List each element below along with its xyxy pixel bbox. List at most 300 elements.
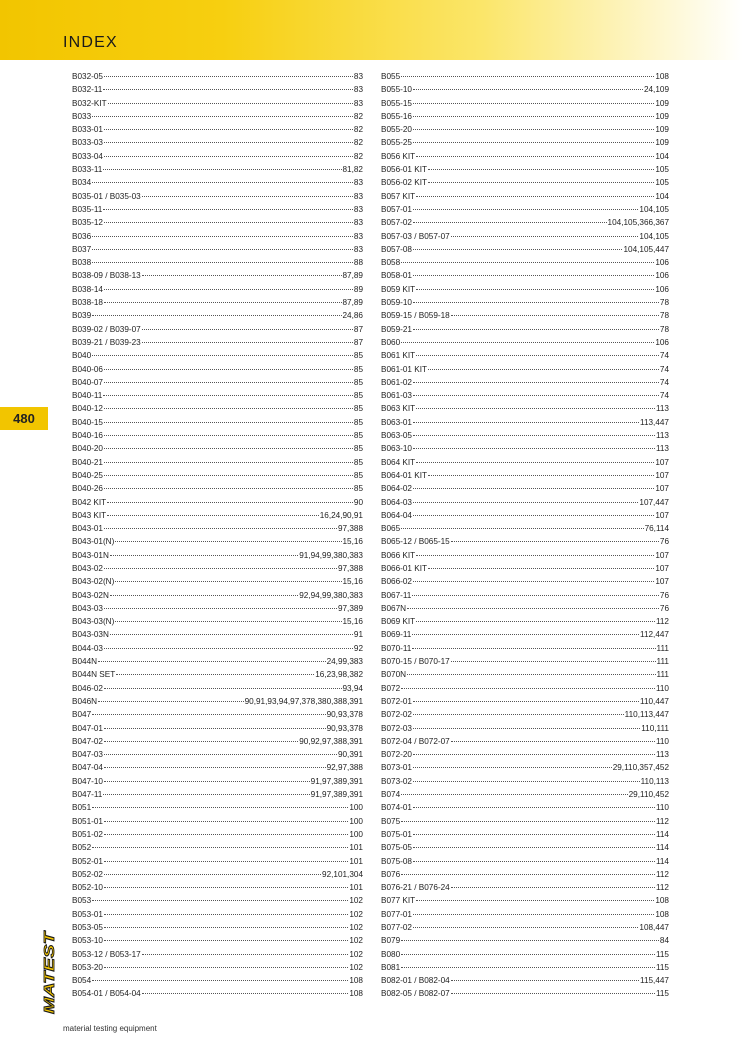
index-entry-code: B064-01 KIT — [381, 470, 427, 480]
index-entry-pages: 90,93,378 — [326, 723, 363, 733]
index-entry-code: B072-01 — [381, 696, 412, 706]
index-entry-code: B072 — [381, 683, 401, 693]
index-entry-pages: 87 — [353, 337, 363, 347]
index-entry-code: B053 — [72, 896, 92, 906]
index-entry — [72, 163, 363, 176]
index-entry — [72, 469, 363, 482]
index-entry-code: B057-02 — [381, 218, 412, 228]
dot-leader — [110, 554, 298, 556]
index-entry-code: B047 — [72, 710, 92, 720]
index-entry — [72, 323, 363, 336]
index-entry — [72, 389, 363, 402]
index-entry-pages: 101 — [349, 883, 363, 893]
index-entry-code: B067N — [381, 603, 407, 613]
index-entry-pages: 15,16 — [342, 577, 363, 587]
dot-leader — [401, 966, 655, 968]
index-entry — [381, 735, 669, 748]
index-entry-code: B043-03N — [72, 630, 109, 640]
index-entry — [381, 841, 669, 854]
index-entry-pages: 93,94 — [342, 683, 363, 693]
index-entry-pages: 102 — [349, 909, 363, 919]
index-entry — [381, 416, 669, 429]
index-entry — [381, 828, 669, 841]
dot-leader — [451, 660, 656, 662]
index-entry-pages: 16,24,90,91 — [319, 510, 363, 520]
index-entry — [381, 97, 669, 110]
index-entry-pages: 91,97,389,391 — [310, 790, 363, 800]
dot-leader — [401, 873, 655, 875]
index-entry-pages: 92,97,388 — [326, 763, 363, 773]
index-entry — [72, 442, 363, 455]
dot-leader — [104, 461, 353, 463]
index-entry-pages: 106 — [655, 337, 669, 347]
index-entry-pages: 91 — [353, 630, 363, 640]
index-entry-pages: 107,447 — [639, 497, 669, 507]
dot-leader — [412, 647, 655, 649]
index-entry — [72, 589, 363, 602]
index-entry-code: B075-08 — [381, 856, 412, 866]
index-entry-code: B047-04 — [72, 763, 103, 773]
index-entry — [72, 496, 363, 509]
index-entry — [381, 323, 669, 336]
index-entry — [381, 695, 669, 708]
dot-leader — [104, 301, 342, 303]
index-entry-pages: 87,89 — [342, 271, 363, 281]
index-entry-pages: 85 — [353, 417, 363, 427]
index-entry — [381, 575, 669, 588]
dot-leader — [104, 687, 342, 689]
index-entry-code: B055 — [381, 72, 401, 81]
index-entry-code: B043-01 — [72, 524, 103, 534]
index-entry — [72, 416, 363, 429]
index-entry — [381, 602, 669, 615]
index-entry-code: B043-01(N) — [72, 537, 115, 547]
index-entry — [381, 429, 669, 442]
index-entry-pages: 113 — [655, 444, 669, 454]
index-entry-pages: 108,447 — [639, 923, 669, 932]
index-entry — [72, 402, 363, 415]
index-entry-code: B039-21 / B039-23 — [72, 337, 141, 347]
dot-leader — [401, 75, 654, 77]
index-entry-pages: 102 — [349, 949, 363, 959]
index-column-left — [72, 70, 363, 1001]
index-entry — [381, 589, 669, 602]
index-entry-code: B056 KIT — [381, 151, 416, 161]
index-entry-pages: 110 — [655, 736, 669, 746]
index-entry-pages: 100 — [349, 816, 363, 826]
index-entry-code: B047-10 — [72, 776, 103, 786]
index-entry — [72, 908, 363, 921]
dot-leader — [104, 607, 337, 609]
index-entry — [381, 469, 669, 482]
index-entry — [381, 881, 669, 894]
index-entry — [381, 775, 669, 788]
dot-leader — [416, 195, 654, 197]
index-entry — [72, 855, 363, 868]
index-entry-pages: 85 — [353, 470, 363, 480]
index-entry — [72, 775, 363, 788]
index-entry — [72, 549, 363, 562]
index-entry-code: B040 — [72, 351, 92, 361]
dot-leader — [92, 979, 348, 981]
index-entry — [381, 402, 669, 415]
index-entry-pages: 92,101,304 — [322, 869, 363, 879]
index-entry-code: B047-11 — [72, 790, 103, 800]
index-entry-code: B059-10 — [381, 298, 412, 308]
dot-leader — [416, 407, 655, 409]
dot-leader — [413, 913, 654, 915]
index-entry-code: B063-05 — [381, 431, 412, 441]
index-entry-pages: 85 — [353, 484, 363, 494]
dot-leader — [416, 354, 659, 356]
index-entry-pages: 74 — [659, 377, 669, 387]
dot-leader — [413, 115, 654, 117]
index-entry-code: B056-01 KIT — [381, 165, 427, 175]
index-entry — [72, 363, 363, 376]
dot-leader — [428, 567, 654, 569]
index-entry-pages: 112 — [655, 869, 669, 879]
index-entry — [381, 801, 669, 814]
index-entry-pages: 83 — [353, 218, 363, 228]
index-entry — [381, 668, 669, 681]
index-entry — [72, 815, 363, 828]
index-entry — [72, 456, 363, 469]
index-entry — [72, 309, 363, 322]
index-entry — [72, 482, 363, 495]
index-entry-pages: 108 — [655, 909, 669, 919]
index-entry-pages: 85 — [353, 404, 363, 414]
index-entry-pages: 85 — [353, 351, 363, 361]
index-entry-pages: 112,447 — [640, 630, 669, 640]
dot-leader — [413, 700, 639, 702]
index-entry — [72, 961, 363, 974]
index-entry — [381, 655, 669, 668]
dot-leader — [413, 501, 638, 503]
dot-leader — [104, 647, 353, 649]
index-entry-pages: 101 — [349, 843, 363, 853]
index-entry — [72, 575, 363, 588]
index-entry-code: B032-11 — [72, 85, 103, 95]
dot-leader — [92, 181, 353, 183]
index-entry-pages: 83 — [353, 231, 363, 241]
dot-leader — [413, 766, 612, 768]
index-entry-code: B061 KIT — [381, 351, 416, 361]
index-entry-code: B057 KIT — [381, 191, 416, 201]
index-entry — [381, 961, 669, 974]
index-entry — [72, 349, 363, 362]
index-entry-code: B074 — [381, 790, 401, 800]
index-entry-pages: 15,16 — [342, 537, 363, 547]
dot-leader — [110, 633, 353, 635]
index-entry-pages: 115 — [655, 949, 669, 959]
index-entry-pages: 90,391 — [337, 750, 363, 760]
index-entry-pages: 83 — [353, 204, 363, 214]
dot-leader — [92, 115, 353, 117]
index-entry-code: B075-05 — [381, 843, 412, 853]
index-entry-pages: 115,447 — [640, 976, 669, 986]
dot-leader — [103, 208, 353, 210]
index-entry-pages: 81,82 — [342, 165, 363, 175]
index-entry-code: B052-10 — [72, 883, 103, 893]
dot-leader — [108, 102, 353, 104]
index-entry-pages: 88 — [353, 258, 363, 268]
index-entry — [72, 642, 363, 655]
index-entry — [381, 722, 669, 735]
index-entry — [381, 934, 669, 947]
index-entry — [381, 456, 669, 469]
index-entry-pages: 15,16 — [342, 617, 363, 627]
dot-leader — [104, 407, 353, 409]
index-entry-pages: 102 — [349, 923, 363, 932]
index-entry-pages: 82 — [353, 111, 363, 121]
index-entry-pages: 111 — [656, 670, 669, 680]
index-entry — [72, 934, 363, 947]
index-entry-pages: 104 — [655, 191, 669, 201]
index-entry-code: B053-05 — [72, 923, 103, 932]
footer-tagline: material testing equipment — [63, 1024, 157, 1033]
index-entry-pages: 78 — [659, 298, 669, 308]
dot-leader — [413, 434, 655, 436]
index-entry-pages: 113 — [655, 404, 669, 414]
index-entry-code: B059-15 / B059-18 — [381, 311, 450, 321]
dot-leader — [104, 141, 353, 143]
index-entry — [72, 801, 363, 814]
dot-leader — [413, 274, 654, 276]
index-entry-code: B059-21 — [381, 324, 412, 334]
index-entry — [72, 243, 363, 256]
dot-leader — [104, 926, 348, 928]
index-entry — [381, 123, 669, 136]
index-entry-pages: 90,93,378 — [326, 710, 363, 720]
index-entry-pages: 83 — [353, 191, 363, 201]
dot-leader — [413, 141, 654, 143]
index-entry-pages: 83 — [353, 85, 363, 95]
index-entry-pages: 82 — [353, 138, 363, 148]
dot-leader — [413, 846, 655, 848]
dot-leader — [92, 354, 353, 356]
index-entry-pages: 109 — [655, 98, 669, 108]
index-entry-pages: 85 — [353, 444, 363, 454]
page-title: INDEX — [63, 34, 118, 51]
index-entry — [381, 948, 669, 961]
index-entry-pages: 76 — [659, 590, 669, 600]
dot-leader — [103, 88, 353, 90]
index-entry-code: B052 — [72, 843, 92, 853]
index-entry — [72, 230, 363, 243]
index-entry-code: B040-06 — [72, 364, 103, 374]
index-entry — [72, 628, 363, 641]
index-entry-code: B032-KIT — [72, 98, 107, 108]
index-entry-pages: 78 — [659, 311, 669, 321]
index-entry — [381, 855, 669, 868]
dot-leader — [104, 474, 353, 476]
index-entry-code: B072-20 — [381, 750, 412, 760]
index-entry-code: B053-10 — [72, 936, 103, 946]
index-entry — [381, 788, 669, 801]
index-entry-code: B077-01 — [381, 909, 412, 919]
dot-leader — [104, 766, 326, 768]
dot-leader — [451, 979, 639, 981]
index-entry-code: B040-12 — [72, 404, 103, 414]
dot-leader — [92, 713, 325, 715]
index-entry-code: B076-21 / B076-24 — [381, 883, 450, 893]
dot-leader — [92, 235, 353, 237]
index-entry-pages: 112 — [655, 883, 669, 893]
dot-leader — [413, 580, 654, 582]
index-entry-pages: 112 — [655, 617, 669, 627]
index-entry — [381, 216, 669, 229]
index-entry-code: B033-01 — [72, 125, 103, 135]
index-entry-code: B047-01 — [72, 723, 103, 733]
index-entry-pages: 107 — [655, 510, 669, 520]
dot-leader — [104, 860, 348, 862]
index-entry — [381, 482, 669, 495]
index-entry-code: B075 — [381, 816, 401, 826]
index-entry-code: B077-02 — [381, 923, 412, 932]
index-entry-pages: 85 — [353, 431, 363, 441]
dot-leader — [413, 727, 640, 729]
dot-leader — [103, 168, 341, 170]
dot-leader — [110, 594, 298, 596]
dot-leader — [451, 314, 659, 316]
index-entry-code: B063-01 — [381, 417, 412, 427]
index-entry-code: B038 — [72, 258, 92, 268]
index-entry-code: B075-01 — [381, 829, 412, 839]
index-entry-pages: 91,97,389,391 — [310, 776, 363, 786]
dot-leader — [412, 633, 639, 635]
index-entry — [72, 190, 363, 203]
dot-leader — [92, 846, 348, 848]
index-entry — [381, 349, 669, 362]
index-entry-pages: 101 — [349, 856, 363, 866]
dot-leader — [401, 261, 654, 263]
index-entry — [72, 136, 363, 149]
index-entry — [381, 296, 669, 309]
index-entry — [381, 708, 669, 721]
dot-leader — [142, 328, 353, 330]
dot-leader — [103, 793, 309, 795]
index-entry-code: B053-12 / B053-17 — [72, 949, 141, 959]
dot-leader — [416, 288, 654, 290]
index-entry-pages: 97,388 — [337, 524, 363, 534]
dot-leader — [413, 806, 655, 808]
index-entry-pages: 109 — [655, 138, 669, 148]
index-entry-code: B057-01 — [381, 204, 412, 214]
index-entry — [72, 70, 363, 83]
index-entry-code: B072-03 — [381, 723, 412, 733]
dot-leader — [401, 687, 655, 689]
index-entry-code: B066-02 — [381, 577, 412, 587]
dot-leader — [142, 341, 353, 343]
index-entry-code: B055-10 — [381, 85, 412, 95]
index-entry-pages: 24,99,383 — [326, 657, 363, 667]
dot-leader — [104, 727, 326, 729]
index-entry-code: B056-02 KIT — [381, 178, 427, 188]
index-entry-code: B063-10 — [381, 444, 412, 454]
index-entry-pages: 97,389 — [337, 603, 363, 613]
index-entry — [381, 110, 669, 123]
index-entry-pages: 115 — [655, 962, 669, 972]
index-entry-pages: 92 — [353, 643, 363, 653]
index-entry — [72, 894, 363, 907]
index-entry-code: B037 — [72, 244, 92, 254]
index-entry — [381, 176, 669, 189]
index-entry-pages: 87 — [353, 324, 363, 334]
index-entry-pages: 110 — [655, 803, 669, 813]
index-entry — [381, 748, 669, 761]
index-entry-code: B040-21 — [72, 457, 103, 467]
dot-leader — [115, 580, 341, 582]
index-entry — [381, 509, 669, 522]
index-entry-code: B060 — [381, 337, 401, 347]
index-entry-code: B055-15 — [381, 98, 412, 108]
index-entry — [72, 83, 363, 96]
index-entry-code: B061-01 KIT — [381, 364, 427, 374]
index-entry — [72, 655, 363, 668]
index-entry-pages: 91,94,99,380,383 — [299, 550, 363, 560]
index-entry-pages: 114 — [655, 829, 669, 839]
index-entry-code: B040-16 — [72, 431, 103, 441]
svg-text:MATEST: MATEST — [41, 953, 58, 1014]
dot-leader — [413, 447, 655, 449]
index-entry-code: B038-09 / B038-13 — [72, 271, 141, 281]
index-entry-code: B053-20 — [72, 962, 103, 972]
index-entry — [72, 296, 363, 309]
index-entry-pages: 110,113 — [640, 776, 669, 786]
dot-leader — [104, 527, 337, 529]
index-entry-code: B038-14 — [72, 284, 103, 294]
index-entry-code: B051-02 — [72, 829, 103, 839]
dot-leader — [412, 594, 659, 596]
index-entry-pages: 74 — [659, 364, 669, 374]
index-entry — [381, 974, 669, 987]
index-entry — [72, 748, 363, 761]
index-entry-pages: 108 — [349, 976, 363, 986]
index-entry-pages: 16,23,98,382 — [315, 670, 363, 680]
index-entry — [72, 256, 363, 269]
index-entry — [72, 788, 363, 801]
index-entry — [72, 682, 363, 695]
index-entry — [72, 602, 363, 615]
index-entry — [72, 615, 363, 628]
dot-leader — [428, 368, 659, 370]
index-entry — [381, 230, 669, 243]
index-entry — [381, 615, 669, 628]
index-entry-code: B040-11 — [72, 391, 103, 401]
index-entry-pages: 83 — [353, 178, 363, 188]
index-entry-pages: 110,111 — [641, 723, 669, 733]
index-entry-pages: 107 — [655, 577, 669, 587]
index-entry — [381, 243, 669, 256]
index-entry-code: B035-01 / B035-03 — [72, 191, 141, 201]
index-entry-pages: 92,94,99,380,383 — [299, 590, 363, 600]
dot-leader — [413, 248, 623, 250]
index-entry-code: B055-25 — [381, 138, 412, 148]
index-entry — [72, 948, 363, 961]
dot-leader — [104, 155, 353, 157]
index-entry-code: B043 KIT — [72, 510, 107, 520]
index-entry — [381, 761, 669, 774]
dot-leader — [104, 939, 348, 941]
index-entry — [72, 110, 363, 123]
index-entry-pages: 114 — [655, 856, 669, 866]
page-number: 480 — [13, 411, 35, 426]
dot-leader — [401, 793, 628, 795]
header-banner — [0, 0, 743, 60]
index-entry-code: B039-02 / B039-07 — [72, 324, 141, 334]
dot-leader — [142, 992, 349, 994]
index-entry-code: B051 — [72, 803, 92, 813]
